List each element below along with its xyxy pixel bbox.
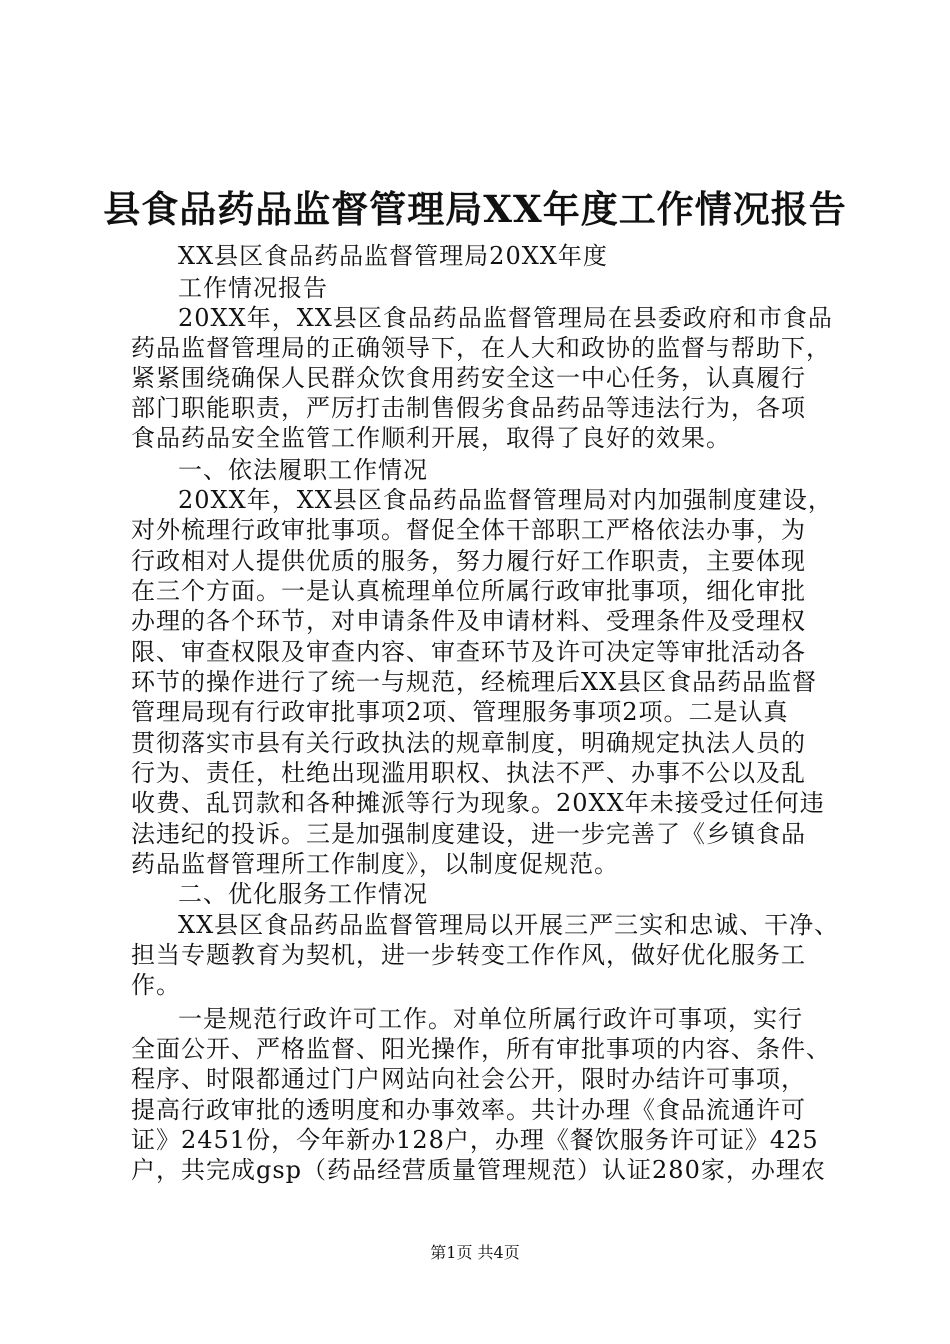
text-line: 工作情况报告 <box>178 274 328 302</box>
text-line: 药品监督管理局的正确领导下，在人大和政协的监督与帮助下， <box>131 334 831 362</box>
text-line: 办理的各个环节，对申请条件及申请材料、受理条件及受理权 <box>131 607 806 635</box>
text-line: 在三个方面。一是认真梳理单位所属行政审批事项，细化审批 <box>131 577 806 605</box>
text-line: 贯彻落实市县有关行政执法的规章制度，明确规定执法人员的 <box>131 729 806 757</box>
text-line: 一是规范行政许可工作。对单位所属行政许可事项，实行 <box>178 1005 803 1033</box>
section-heading: 二、优化服务工作情况 <box>178 880 428 908</box>
text-line: 作。 <box>131 971 181 999</box>
text-line: 管理局现有行政审批事项2项、管理服务事项2项。二是认真 <box>131 698 789 726</box>
text-line: 法违纪的投诉。三是加强制度建设，进一步完善了《乡镇食品 <box>131 820 806 848</box>
text-line: 对外梳理行政审批事项。督促全体干部职工严格依法办事，为 <box>131 516 806 544</box>
text-line: 食品药品安全监管工作顺利开展，取得了良好的效果。 <box>131 424 731 452</box>
page-number: 第1页 共4页 <box>430 1243 520 1262</box>
document-title: 县食品药品监督管理局XX年度工作情况报告 <box>103 187 847 231</box>
text-line: 环节的操作进行了统一与规范，经梳理后XX县区食品药品监督 <box>131 668 818 696</box>
text-line: 提高行政审批的透明度和办事效率。共计办理《食品流通许可 <box>131 1096 806 1124</box>
text-line: 程序、时限都通过门户网站向社会公开，限时办结许可事项， <box>131 1065 806 1093</box>
text-line: 证》2451份，今年新办128户，办理《餐饮服务许可证》425 <box>131 1126 819 1154</box>
text-line: 药品监督管理所工作制度》，以制度促规范。 <box>131 850 619 878</box>
text-line: XX县区食品药品监督管理局20XX年度 <box>178 242 608 270</box>
text-line: 限、审查权限及审查内容、审查环节及许可决定等审批活动各 <box>131 638 806 666</box>
text-line: 行政相对人提供优质的服务，努力履行好工作职责，主要体现 <box>131 547 806 575</box>
text-line: 户，共完成gsp（药品经营质量管理规范）认证280家，办理农 <box>131 1156 826 1184</box>
text-line: 紧紧围绕确保人民群众饮食用药安全这一中心任务，认真履行 <box>131 364 806 392</box>
text-line: 行为、责任，杜绝出现滥用职权、执法不严、办事不公以及乱 <box>131 759 806 787</box>
text-line: 全面公开、严格监督、阳光操作，所有审批事项的内容、条件、 <box>131 1035 831 1063</box>
text-line: 收费、乱罚款和各种摊派等行为现象。20XX年未接受过任何违 <box>131 789 825 817</box>
text-line: 20XX年，XX县区食品药品监督管理局在县委政府和市食品 <box>178 304 833 332</box>
text-line: 20XX年，XX县区食品药品监督管理局对内加强制度建设， <box>178 486 833 514</box>
text-line: 担当专题教育为契机，进一步转变工作作风，做好优化服务工 <box>131 941 806 969</box>
section-heading: 一、依法履职工作情况 <box>178 456 428 484</box>
text-line: 部门职能职责，严厉打击制售假劣食品药品等违法行为，各项 <box>131 394 806 422</box>
text-line: XX县区食品药品监督管理局以开展三严三实和忠诚、干净、 <box>178 911 840 939</box>
